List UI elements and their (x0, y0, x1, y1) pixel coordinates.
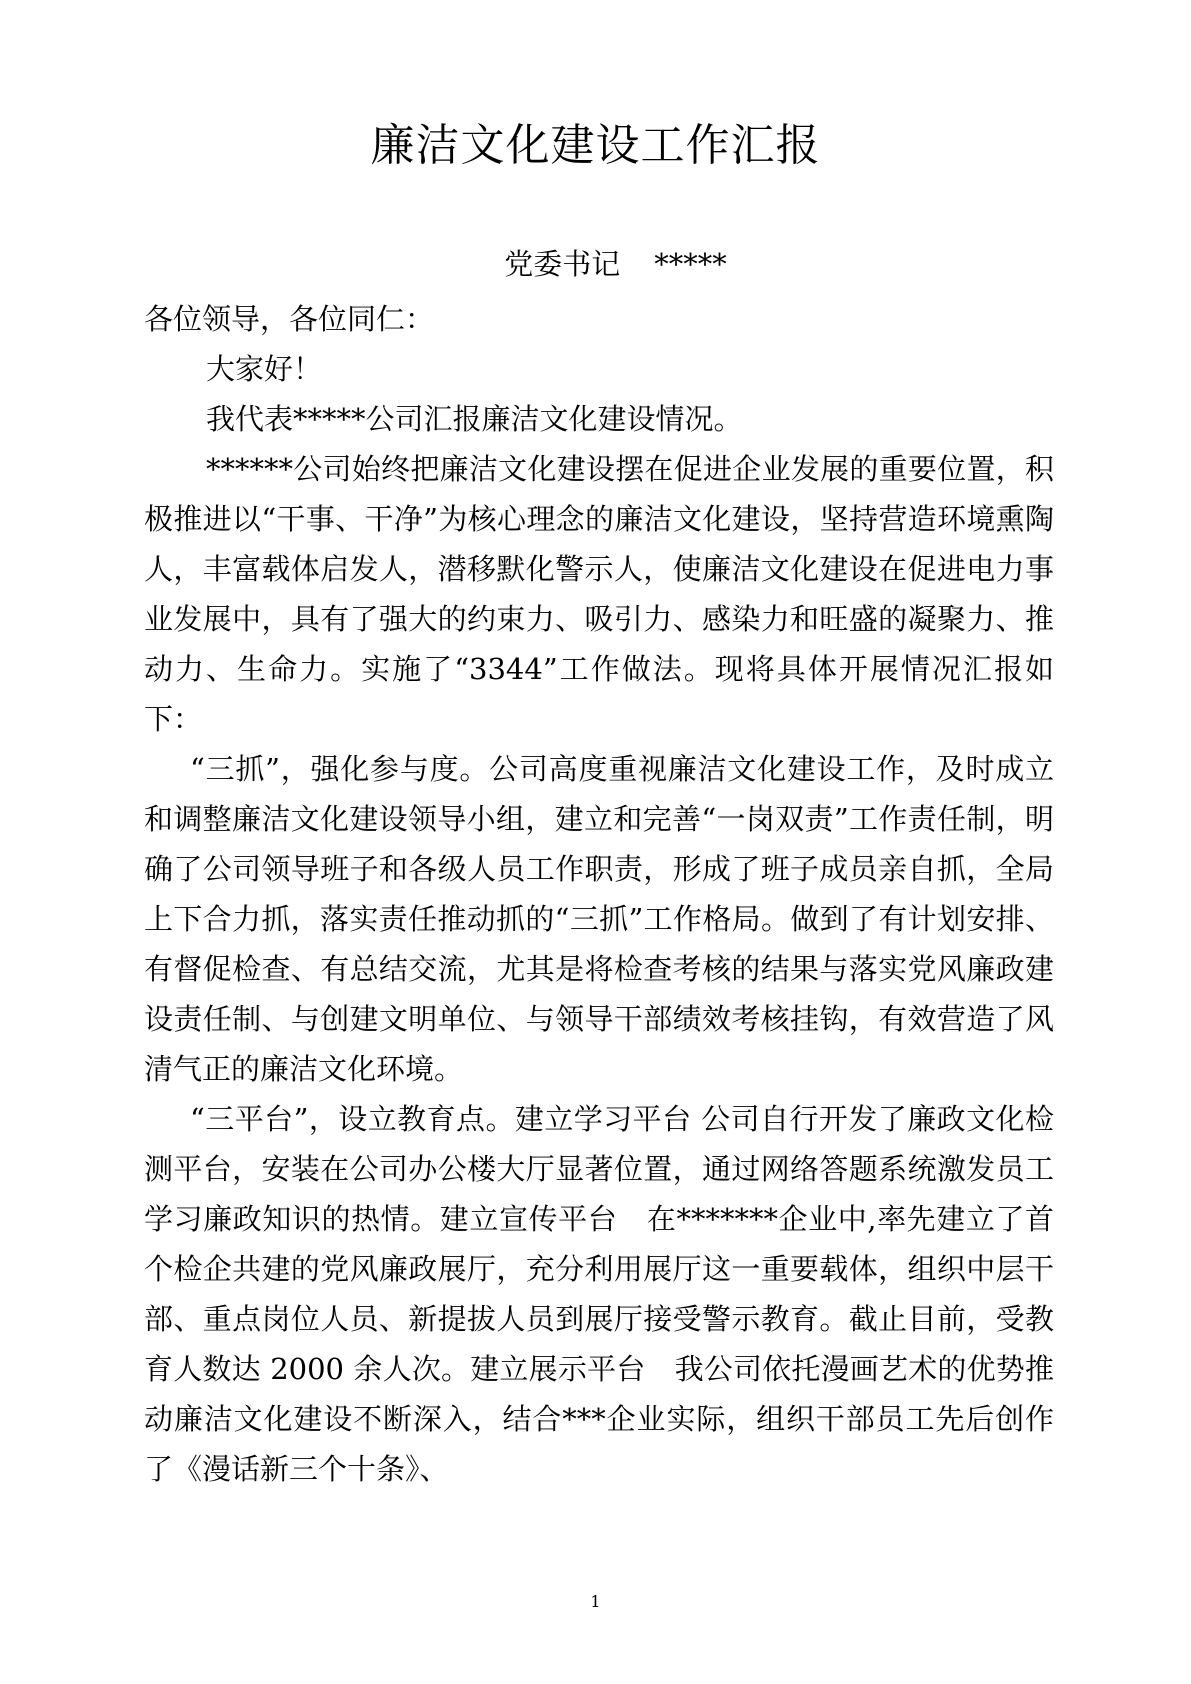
paragraph-overview: ******公司始终把廉洁文化建设摆在促进企业发展的重要位置，积极推进以“干事、干净”为核心理念的廉洁文化建设，坚持营造环境熏陶人，丰富载体启发人，潜移默化警示人，使廉洁文化建设在促进电力事业发展中，具有了强大的约束力、吸引力、感染力和旺盛的凝聚力、推动力、生命力。实施了“3344”工作做法。现将具体开展情况汇报如下： (144, 452, 1054, 736)
paragraph-intro: 我代表*****公司汇报廉洁文化建设情况。 (206, 402, 743, 436)
author-line (0, 242, 1191, 286)
author-role: 党委书记 (504, 247, 621, 281)
document-title: 廉洁文化建设工作汇报 (370, 120, 821, 171)
page-number: 1 (590, 1592, 601, 1611)
paragraph-three-grasps: “三抓”，强化参与度。公司高度重视廉洁文化建设工作，及时成立和调整廉洁文化建设领导小组，建立和完善“一岗双责”工作责任制，明确了公司领导班子和各级人员工作职责，形成了班子成员亲自抓，全局上下合力抓，落实责任推动抓的“三抓”工作格局。做到了有计划安排、有督促检查、有总结交流，尤其是将检查考核的结果与落实党风廉政建设责任制、与创建文明单位、与领导干部绩效考核挂钩，有效营造了风清气正的廉洁文化环境。 (144, 752, 1054, 1086)
author-name: ***** (654, 247, 727, 281)
salutation: 各位领导，各位同仁： (144, 302, 435, 336)
paragraph-greeting: 大家好！ (206, 352, 323, 386)
paragraph-three-platforms: “三平台”，设立教育点。建立学习平台 公司自行开发了廉政文化检测平台，安装在公司办公楼大厅显著位置，通过网络答题系统激发员工学习廉政知识的热情。建立宣传平台 在*******企业中,率先建立了首个检企共建的党风廉政展厅，充分利用展厅这一重要载体，组织中层干部、重点岗位人员、新提拔人员到展厅接受警示教育。截止目前，受教育人数达 2000 余人次。建立展示平台 我公司依托漫画艺术的优势推动廉洁文化建设不断深入，结合***企业实际，组织干部员工先后创作了《漫话新三个十条》、 (144, 1102, 1054, 1486)
document-body (144, 294, 1054, 1494)
